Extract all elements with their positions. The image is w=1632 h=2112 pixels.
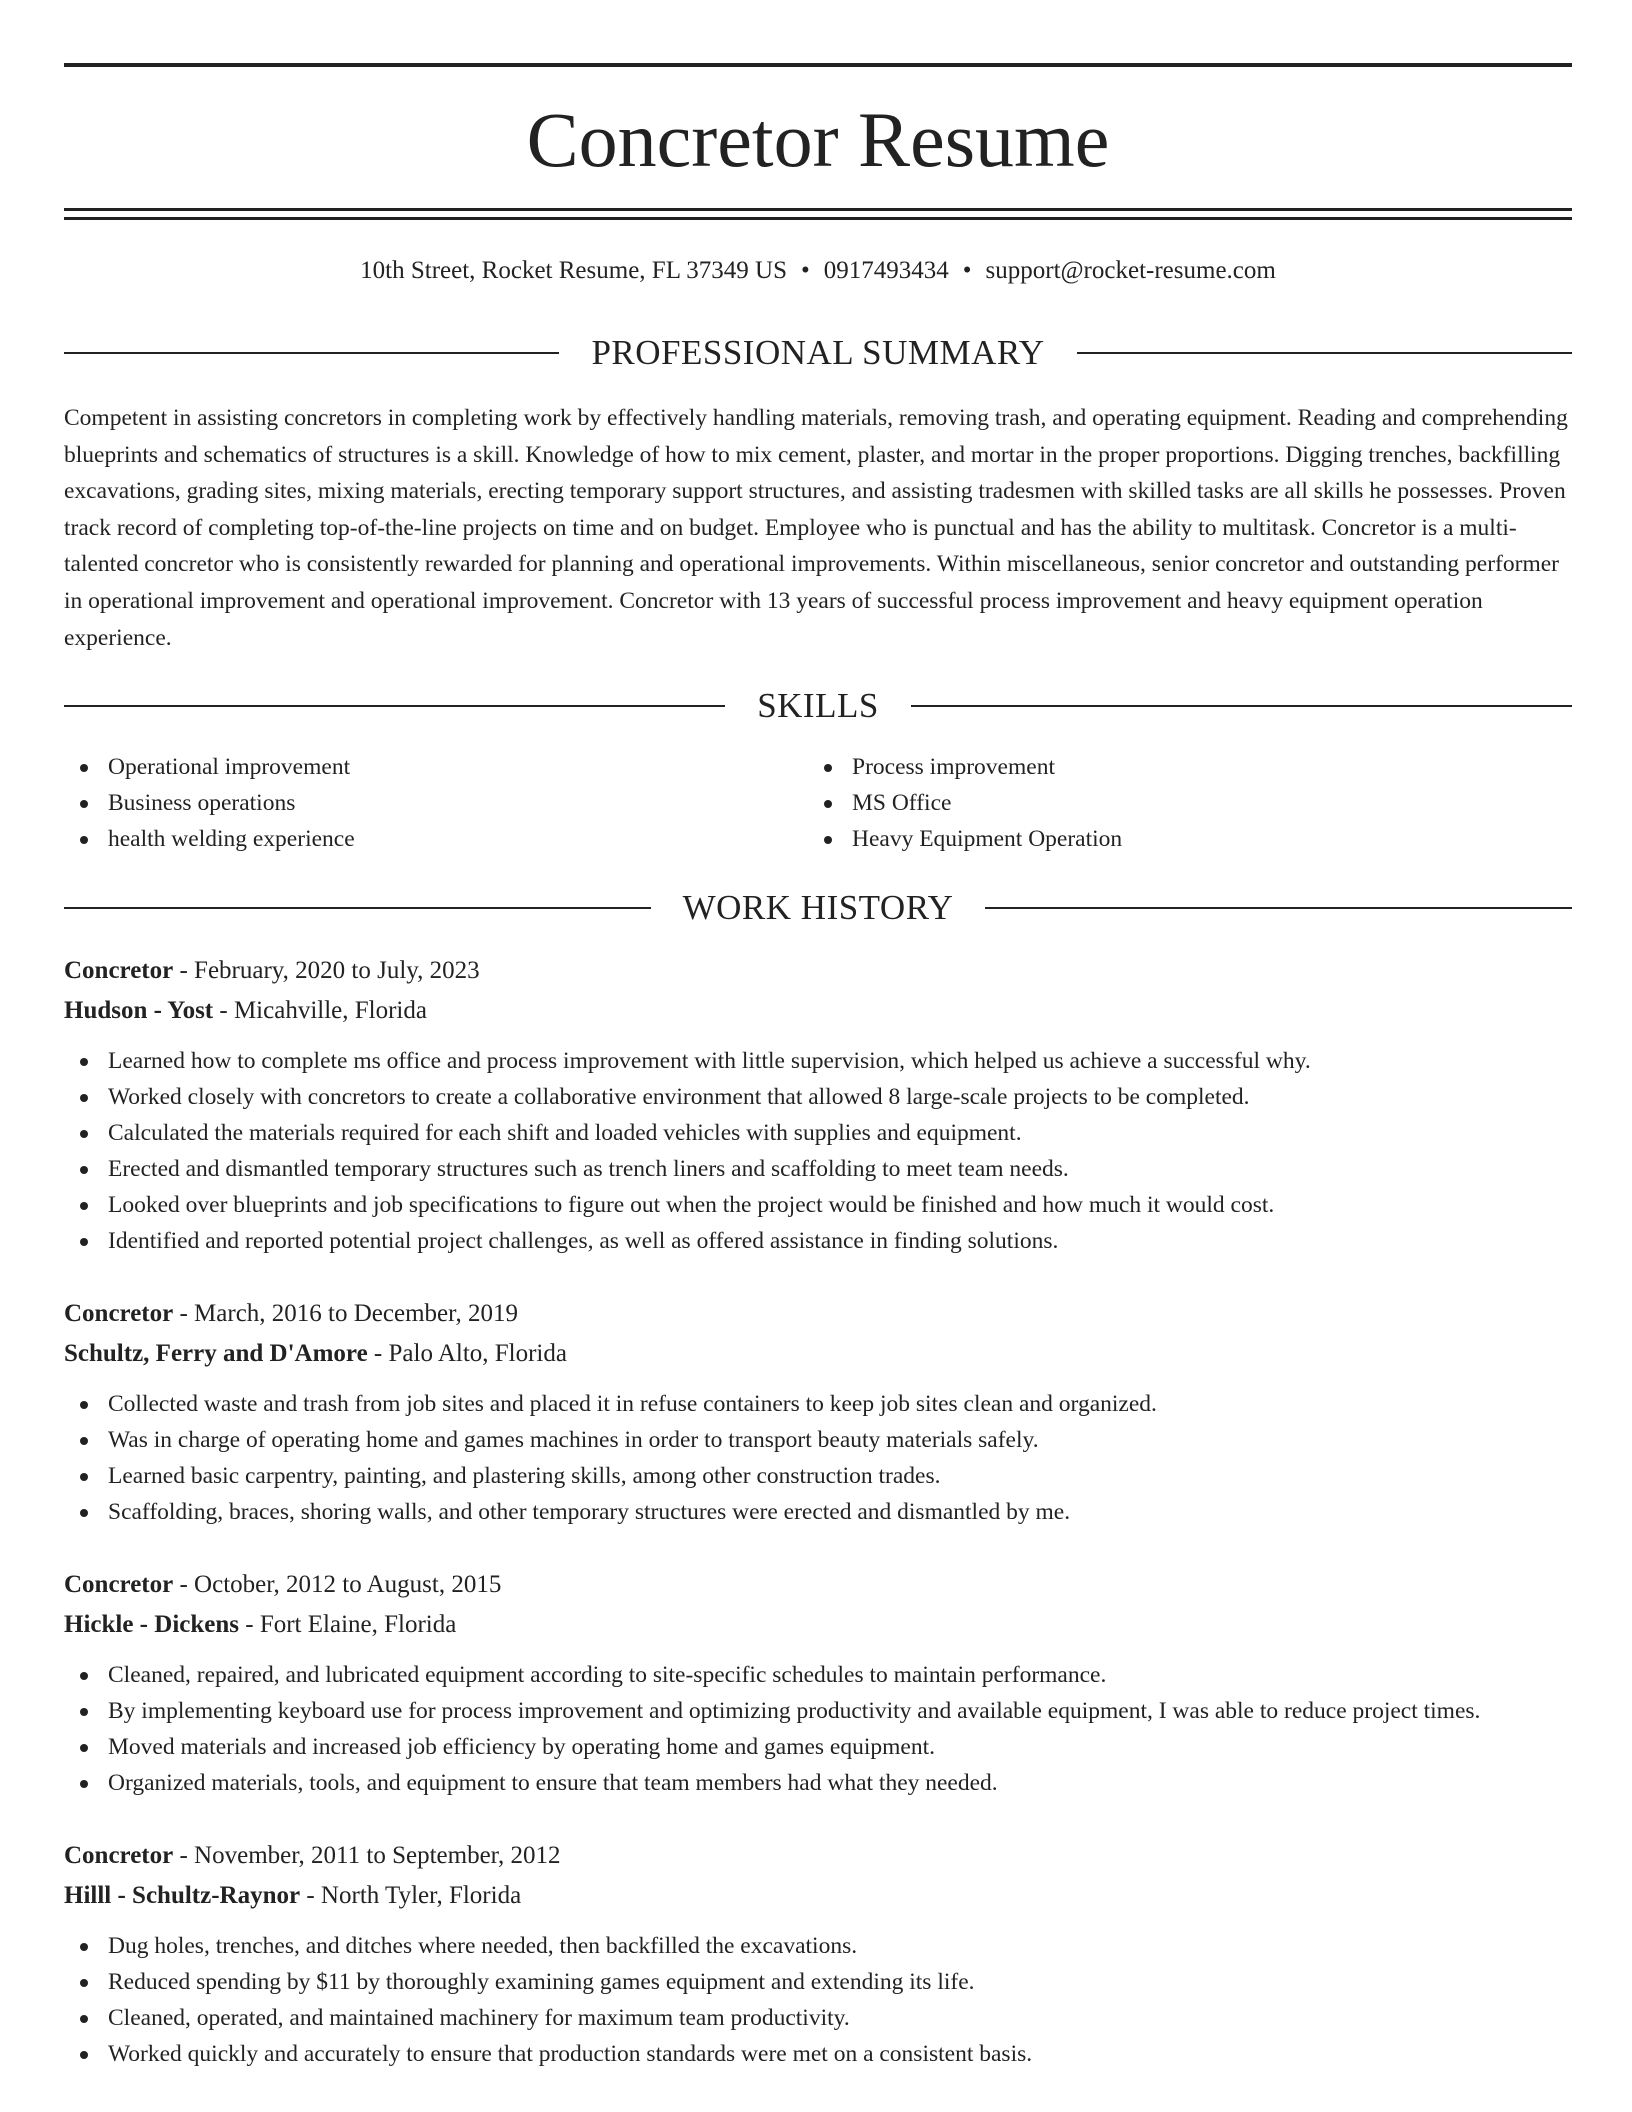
- job-dates: - February, 2020 to July, 2023: [173, 957, 480, 984]
- job-duties: [64, 1928, 1572, 2072]
- job-dates: - November, 2011 to September, 2012: [173, 1842, 561, 1869]
- skill-item: Heavy Equipment Operation: [808, 821, 1552, 857]
- contact-address: 10th Street, Rocket Resume, FL 37349 US: [360, 257, 787, 284]
- job-entry: [64, 1836, 1572, 2072]
- job-duties: [64, 1043, 1572, 1259]
- duty-item: Learned how to complete ms office and process improvement with little supervision, which helped us achieve a successful why.: [64, 1043, 1572, 1079]
- job-entry: [64, 1294, 1572, 1530]
- job-title: Concretor: [64, 1842, 174, 1869]
- job-location: - Fort Elaine, Florida: [239, 1611, 457, 1638]
- section-heading-summary: [64, 331, 1572, 375]
- section-title: SKILLS: [757, 686, 879, 725]
- job-location: - Palo Alto, Florida: [367, 1340, 567, 1367]
- duty-item: Cleaned, repaired, and lubricated equipment according to site-specific schedules to maintain performance.: [64, 1657, 1572, 1693]
- job-duties: [64, 1386, 1572, 1530]
- job-company-line: [64, 1876, 1572, 1916]
- job-title: Concretor: [64, 957, 174, 984]
- job-company-line: [64, 991, 1572, 1031]
- duty-item: Looked over blueprints and job specifications to figure out when the project would be finished and how much it would cost.: [64, 1187, 1572, 1223]
- job-company: Hilll - Schultz-Raynor: [64, 1882, 301, 1909]
- double-rule: [64, 208, 1572, 220]
- skills-column-left: [64, 749, 808, 857]
- job-dates: - October, 2012 to August, 2015: [173, 1571, 502, 1598]
- contact-separator: •: [801, 257, 810, 284]
- heading-rule: [1077, 352, 1572, 354]
- job-title: Concretor: [64, 1300, 174, 1327]
- summary-paragraph: Competent in assisting concretors in completing work by effectively handling materials, removing trash, and operating equipment. Reading and comprehending blueprints and schematics of structures is a skill. Knowledge of how to mix cement, plaster, and mortar in the proper proportions. Digging trenches, backfilling excavations, grading sites, mixing materials, erecting temporary support structures, and assisting tradesmen with skilled tasks are all skills he possesses. Proven track record of completing top-of-the-line projects on time and on budget. Employee who is punctual and has the ability to multitask. Concretor is a multi-talented concretor who is consistently rewarded for planning and operational improvements. Within miscellaneous, senior concretor and outstanding performer in operational improvement and operational improvement. Concretor with 13 years of successful process improvement and heavy equipment operation experience.: [64, 405, 1568, 651]
- section-heading-work-history: [64, 886, 1572, 930]
- skill-item: Business operations: [64, 785, 808, 821]
- contact-line: [64, 254, 1572, 288]
- job-title-line: [64, 1294, 1572, 1334]
- heading-rule: [64, 907, 651, 909]
- duty-item: Learned basic carpentry, painting, and plastering skills, among other construction trades.: [64, 1458, 1572, 1494]
- job-company: Hickle - Dickens: [64, 1611, 239, 1638]
- resume-title: Concretor Resume: [526, 96, 1110, 183]
- contact-email[interactable]: support@rocket-resume.com: [985, 257, 1276, 284]
- heading-rule: [64, 705, 725, 707]
- skill-item: Process improvement: [808, 749, 1552, 785]
- job-title-line: [64, 1565, 1572, 1605]
- duty-item: Erected and dismantled temporary structures such as trench liners and scaffolding to meet team needs.: [64, 1151, 1572, 1187]
- duty-item: Worked quickly and accurately to ensure that production standards were met on a consistent basis.: [64, 2036, 1572, 2072]
- job-title-line: [64, 951, 1572, 991]
- top-rule: [64, 63, 1572, 67]
- job-entry: [64, 1565, 1572, 1801]
- job-title-line: [64, 1836, 1572, 1876]
- job-title: Concretor: [64, 1571, 174, 1598]
- duty-item: By implementing keyboard use for process improvement and optimizing productivity and available equipment, I was able to reduce project times.: [64, 1693, 1572, 1729]
- duty-item: Dug holes, trenches, and ditches where needed, then backfilled the excavations.: [64, 1928, 1572, 1964]
- duty-item: Was in charge of operating home and games machines in order to transport beauty materials safely.: [64, 1422, 1572, 1458]
- heading-rule: [64, 352, 559, 354]
- duty-item: Collected waste and trash from job sites and placed it in refuse containers to keep job sites clean and organized.: [64, 1386, 1572, 1422]
- job-company: Schultz, Ferry and D'Amore: [64, 1340, 368, 1367]
- job-location: - Micahville, Florida: [213, 997, 427, 1024]
- job-location: - North Tyler, Florida: [300, 1882, 522, 1909]
- duty-item: Organized materials, tools, and equipment to ensure that team members had what they needed.: [64, 1765, 1572, 1801]
- section-heading-skills: [64, 684, 1572, 728]
- section-title: PROFESSIONAL SUMMARY: [591, 333, 1045, 372]
- job-company: Hudson - Yost: [64, 997, 214, 1024]
- skill-item: Operational improvement: [64, 749, 808, 785]
- skill-item: MS Office: [808, 785, 1552, 821]
- heading-rule: [985, 907, 1572, 909]
- duty-item: Identified and reported potential project challenges, as well as offered assistance in finding solutions.: [64, 1223, 1572, 1259]
- job-company-line: [64, 1605, 1572, 1645]
- skills-list: [64, 749, 1572, 857]
- job-entry: [64, 951, 1572, 1259]
- duty-item: Moved materials and increased job efficiency by operating home and games equipment.: [64, 1729, 1572, 1765]
- skill-item: health welding experience: [64, 821, 808, 857]
- duty-item: Reduced spending by $11 by thoroughly examining games equipment and extending its life.: [64, 1964, 1572, 2000]
- job-dates: - March, 2016 to December, 2019: [173, 1300, 518, 1327]
- contact-separator: •: [962, 257, 972, 284]
- duty-item: Calculated the materials required for each shift and loaded vehicles with supplies and equipment.: [64, 1115, 1572, 1151]
- contact-phone: 0917493434: [823, 257, 949, 284]
- duty-item: Cleaned, operated, and maintained machinery for maximum team productivity.: [64, 2000, 1572, 2036]
- duty-item: Scaffolding, braces, shoring walls, and other temporary structures were erected and dismantled by me.: [64, 1494, 1572, 1530]
- job-duties: [64, 1657, 1572, 1801]
- section-title: WORK HISTORY: [682, 888, 954, 927]
- duty-item: Worked closely with concretors to create a collaborative environment that allowed 8 large-scale projects to be completed.: [64, 1079, 1572, 1115]
- skills-column-right: [808, 749, 1552, 857]
- heading-rule: [911, 705, 1572, 707]
- resume-page: [64, 0, 1572, 2112]
- job-company-line: [64, 1334, 1572, 1374]
